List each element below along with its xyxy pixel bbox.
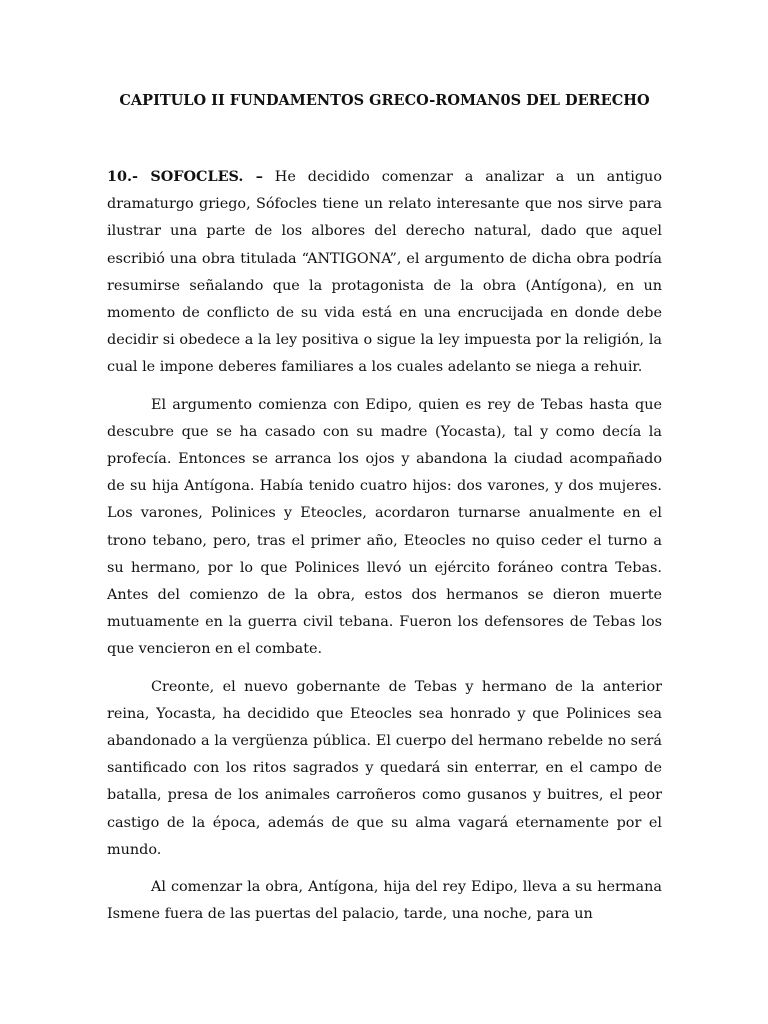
document-body — [107, 163, 662, 938]
paragraph-1 — [107, 163, 662, 382]
chapter-title: CAPITULO II FUNDAMENTOS GRECO-ROMAN0S DEL DERECHO — [119, 92, 650, 109]
paragraph-2: El argumento comienza con Edipo, quien es rey de Tebas hasta que descubre que se ha casado con su madre (Yocasta), tal y como decía la profecía. Entonces se arranca los ojos y abandona la ciudad acompañado de su hija Antígona. Había tenido cuatro hijos: dos varones, y dos mujeres. Los varones, Polinices y Eteocles, acordaron turnarse anualmente en el trono tebano, pero, tras el primer año, Eteocles no quiso ceder el turno a su hermano, por lo que Polinices llevó un ejército foráneo contra Tebas. Antes del comienzo de la obra, estos dos hermanos se dieron muerte mutuamente en la guerra civil tebana. Fueron los defensores de Tebas los que vencieron en el combate. — [107, 396, 662, 658]
paragraph-1-text: He decidido comenzar a analizar a un antiguo dramaturgo griego, Sófocles tiene un relato interesante que nos sirve para ilustrar una parte de los albores del derecho natural, dado que aquel escribió una obra titulada “ANTIGONA”, el argumento de dicha obra podría resumirse señalando que la protagonista de la obra (Antígona), en un momento de conflicto de su vida está en una encrucijada en donde debe decidir si obedece a la ley positiva o sigue la ley impuesta por la religión, la cual le impone deberes familiares a los cuales adelanto se niega a rehuir. — [107, 169, 662, 376]
section-heading: 10.- SOFOCLES. – — [107, 168, 263, 185]
paragraph-4: Al comenzar la obra, Antígona, hija del rey Edipo, lleva a su hermana Ismene fuera de las puertas del palacio, tarde, una noche, para un — [107, 879, 662, 923]
paragraph-3: Creonte, el nuevo gobernante de Tebas y hermano de la anterior reina, Yocasta, ha decidido que Eteocles sea honrado y que Polinices sea abandonado a la vergüenza pública. El cuerpo del hermano rebelde no será santificado con los ritos sagrados y quedará sin enterrar, en el campo de batalla, presa de los animales carroñeros como gusanos y buitres, el peor castigo de la época, además de que su alma vagará eternamente por el mundo. — [107, 678, 662, 858]
